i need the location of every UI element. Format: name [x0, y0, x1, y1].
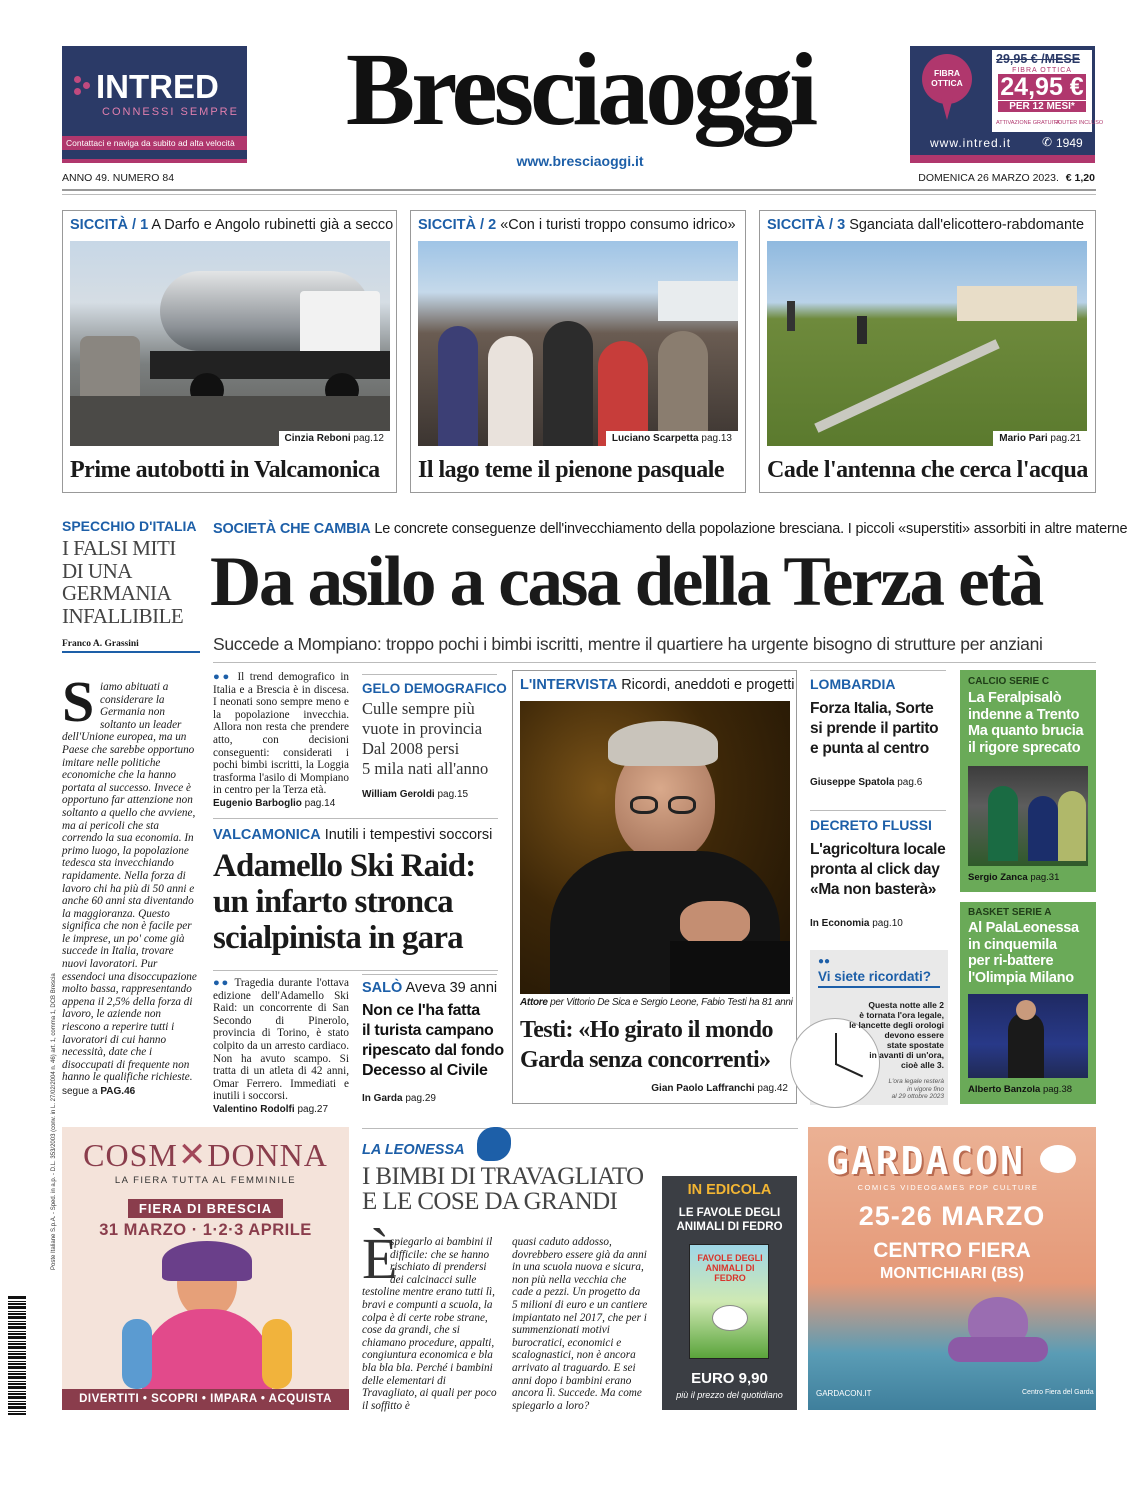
photo-antenna: Mario Pari pag.21 — [767, 241, 1087, 446]
intervista-byline: Gian Paolo Laffranchi pag.42 — [651, 1083, 788, 1094]
gelo-box[interactable] — [362, 681, 507, 800]
intred-brand: INTRED — [96, 68, 219, 105]
gelo-byline: William Geroldi pag.15 — [362, 789, 469, 800]
photo-turisti: Luciano Scarpetta pag.13 — [418, 241, 738, 446]
cosmo-x-icon: ✕ — [177, 1137, 208, 1174]
top-story-headline[interactable]: Prime autobotti in Valcamonica — [70, 457, 380, 483]
specchio-column[interactable] — [62, 518, 200, 1110]
calcio-byline: Sergio Zanca pag.31 — [968, 872, 1060, 883]
bullet-icon: ●● — [818, 956, 831, 967]
edicola-title: LE FAVOLE DEGLI ANIMALI DI FEDRO — [676, 1207, 783, 1233]
intervista-kicker: L'INTERVISTA Ricordi, aneddoti e progetti — [520, 677, 795, 693]
specchio-body — [62, 669, 200, 1097]
gardacon-brand: GARDACON — [826, 1139, 1026, 1183]
decreto-headline: L'agricoltura locale pronta al click day «Ma non basterà» — [810, 841, 946, 898]
intred-slogan: CONNESSI SEMPRE — [102, 106, 239, 118]
ad-gardacon[interactable] — [808, 1127, 1096, 1410]
cosmo-footer: DIVERTITI • SCOPRI • IMPARA • ACQUISTA — [62, 1389, 349, 1410]
photo-basket — [968, 994, 1088, 1078]
gamepad-icon — [1040, 1145, 1076, 1173]
salo-byline: In Garda pag.29 — [362, 1093, 436, 1104]
basket-kicker: BASKET SERIE A — [968, 907, 1052, 918]
intervista-caption: Attore per Vittorio De Sica e Sergio Leone, Fabio Testi ha 81 anni — [520, 997, 793, 1008]
edicola-book-title: FAVOLE DEGLI ANIMALI DI FEDRO — [697, 1253, 763, 1283]
main-byline[interactable]: Eugenio Barboglio pag.14 — [213, 797, 336, 809]
lombardia-box[interactable] — [810, 676, 950, 788]
basket-byline: Alberto Banzola pag.38 — [968, 1084, 1073, 1095]
leonessa-dropcap: È — [362, 1226, 398, 1291]
intred-note: Contattaci e naviga da subito ad alta velocità — [62, 136, 247, 150]
calcio-box[interactable] — [960, 670, 1096, 892]
edicola-price: EURO 9,90 — [691, 1370, 768, 1387]
issue-date — [900, 172, 1095, 184]
masthead-url[interactable]: www.bresciaoggi.it — [516, 153, 644, 169]
decreto-byline: In Economia pag.10 — [810, 918, 903, 929]
fibra-badge-text: FIBRA OTTICA — [931, 68, 963, 88]
calcio-kicker: CALCIO SERIE C — [968, 676, 1050, 687]
ricordati-note: L'ora legale resterà in vigore fino al 29 ottobre 2023 — [888, 1078, 944, 1100]
intervista-box[interactable] — [512, 670, 797, 1104]
edicola-note: più il prezzo del quotidiano — [676, 1390, 783, 1400]
gelo-headline: Culle sempre più vuote in provincia Dal 2008 persi 5 mila nati all'anno — [362, 699, 489, 778]
intred-logo-icon — [74, 72, 94, 100]
barcode — [8, 1295, 26, 1415]
intred-phone: 1949 — [1056, 136, 1083, 150]
price-extra-1: ATTIVAZIONE GRATUITA — [996, 120, 1060, 126]
main-headline[interactable]: Da asilo a casa della Terza età — [210, 543, 1042, 621]
leonessa-title: I BIMBI DI TRAVAGLIATO E LE COSE DA GRANDI — [362, 1163, 644, 1215]
top-story-headline[interactable]: Cade l'antenna che cerca l'acqua — [767, 457, 1088, 483]
intred-site: www.intred.it — [930, 136, 1012, 150]
lombardia-kicker: LOMBARDIA — [810, 676, 896, 692]
photo-calcio — [968, 766, 1088, 866]
specchio-kicker: SPECCHIO D'ITALIA — [62, 518, 197, 534]
specchio-dropcap: S — [62, 669, 95, 734]
bullet-icon: ●● — [213, 671, 232, 683]
bullet-icon: ●● — [213, 977, 231, 989]
top-story-kicker: SICCITÀ / 3 Sganciata dall'elicottero-rabdomante — [767, 217, 1085, 233]
gelo-kicker: GELO DEMOGRAFICO — [362, 681, 507, 696]
valcamonica-byline[interactable]: Valentino Rodolfi pag.27 — [213, 1103, 329, 1115]
lombardia-byline: Giuseppe Spatola pag.6 — [810, 777, 923, 788]
top-story-kicker: SICCITÀ / 1 A Darfo e Angolo rubinetti già a secco — [70, 217, 394, 233]
valcamonica-kicker: VALCAMONICA Inutili i tempestivi soccorsi — [213, 827, 493, 843]
basket-headline: Al PalaLeonessa in cinquemila per ri-battere l'Olimpia Milano — [968, 920, 1079, 986]
leonessa-col-1: spiegarlo ai bambini il difficile: che se hanno rischiato di prendersi dei calcinacci sulle testoline mentre erano tutti lì, bravi e compunti a scuola, la colpa è di certe robe strane, cose da grandi, che si chiamano procedure, appalti, congiuntura economica e bla bla bla bla. Perché i bambini delle elementari di Travagliato, ai quali per poco il soffitto è — [362, 1236, 497, 1412]
valcamonica-story[interactable] — [213, 827, 503, 956]
lombardia-headline: Forza Italia, Sorte si prende il partito e punta al centro — [810, 700, 939, 757]
valcamonica-body: ●● Tragedia durante l'ottava edizione dell'Adamello Ski Raid: un concorrente di San Secondo di Pinerolo, provincia di Torino, è stato colpito da un arresto cardiaco. Non ha avuto scampo. Si tratta di un atleta di 42 anni, Omar Ferrero. Immediati e inutili i soccorsi. Valentino Rodolfi pag.27 — [213, 977, 349, 1115]
fibra-badge — [922, 54, 972, 120]
gardacon-site: GARDACON.IT — [816, 1389, 872, 1398]
ad-cosmodonna[interactable] — [62, 1127, 349, 1410]
edicola-book-cover — [689, 1244, 769, 1359]
gardacon-venue-1: CENTRO FIERA — [873, 1239, 1031, 1262]
main-subhead: Succede a Mompiano: troppo pochi i bimbi iscritti, mentre il quartiere ha urgente bisogno di strutture per anziani — [213, 634, 1043, 654]
ricordati-title: Vi siete ricordati? — [818, 969, 940, 988]
gardacon-tagline: COMICS VIDEOGAMES POP CULTURE — [857, 1183, 1039, 1192]
top-story-kicker: SICCITÀ / 2 «Con i turisti troppo consumo idrico» — [418, 217, 736, 233]
salo-headline: Non ce l'ha fatta il turista campano ripescato dal fondo Decesso al Civile — [362, 1002, 504, 1079]
phone-icon: ✆ — [1042, 135, 1053, 149]
ricordati-box[interactable] — [810, 950, 948, 1105]
top-story-headline[interactable]: Il lago teme il pienone pasquale — [418, 457, 725, 483]
leonessa-col-2: quasi caduto addosso, dovrebbero essere già da anni in una scuola nuova e sicura, non più nella vecchia che cade a pezzi. Un progetto da 5 milioni di euro e un cantiere impiantato nel 2017, che per i summenzionati motivi burocratici, economici e scalognastici, non è ancora arrivato al traguardo. E sei anni dopo i bambini erano ancora lì. Succede. Ma come spiegarlo a loro? — [512, 1236, 648, 1412]
price: € 1,20 — [1065, 172, 1095, 184]
masthead-title[interactable]: Bresciaoggi — [345, 32, 815, 147]
valcamonica-headline: Adamello Ski Raid: un infarto stronca scialpinista in gara — [213, 848, 476, 956]
photo-autobotte: Cinzia Reboni pag.12 — [70, 241, 390, 446]
gardacon-dates: 25-26 MARZO — [858, 1201, 1046, 1231]
side-legal: Poste Italiane S.p.A. - Sped. in a.p. - D.L. 353/2003 (conv. in L. 27/02/2004 n. 46) art. 1, comma 1, DCB Brescia — [51, 973, 57, 1270]
decreto-kicker: DECRETO FLUSSI — [810, 817, 932, 833]
old-price: 29,95 € /MESE — [996, 52, 1081, 66]
price-extra-2: ROUTER INCLUSO — [1054, 120, 1104, 126]
top-story-2[interactable] — [410, 210, 746, 493]
price-small: FIBRA OTTICA — [1012, 67, 1072, 74]
top-story-1[interactable] — [62, 210, 397, 493]
edicola-box[interactable] — [662, 1176, 797, 1410]
cosmo-tagline: LA FIERA TUTTA AL FEMMINILE — [114, 1175, 297, 1186]
specchio-title: I FALSI MITI DI UNA GERMANIA INFALLIBILE — [62, 536, 184, 628]
ad-intred-left[interactable] — [62, 46, 247, 163]
price-period: PER 12 MESI* — [998, 101, 1086, 112]
salo-box[interactable] — [362, 980, 502, 1104]
top-story-3[interactable] — [759, 210, 1096, 493]
gardacon-sponsor: Centro Fiera del Garda — [1022, 1389, 1094, 1396]
calcio-headline: La Feralpisalò indenne a Trento Ma quanto brucia il rigore sprecato — [968, 690, 1084, 756]
cosmo-dates: 31 MARZO · 1·2·3 APRILE — [99, 1221, 312, 1239]
lion-icon — [477, 1127, 511, 1161]
price-box — [992, 50, 1104, 132]
specchio-follow[interactable]: segue a PAG.46 — [62, 1086, 136, 1097]
ad-intred-right[interactable] — [910, 46, 1104, 163]
specchio-text: iamo abituati a considerare la Germania non soltanto un leader dell'Unione europea, ma un Paese che sarebbe opportuno imitare nelle politiche economiche che la hanno portata al successo. Invece è opportuno far attenzione non soltanto a quello che avviene, ma ai pericoli che sta correndo la sua economia. In primo luogo, la popolazione tedesca sta invecchiando rapidamente. Nella forza di lavoro chi ha più di 50 anni e anche 60 anni sta diventando la maggioranza. Questo significa che non è facile per le imprese, un po' come già succede in Italia, trovare nuovi lavoratori. Pur essendoci una disoccupazione molto bassa, rappresentando appena il 2,5% della forza di lavoro, le aziende non riescono a reperire tutti i lavoratori di cui hanno necessità, date che i disoccupati di frequente non hanno le qualifiche richieste. — [62, 681, 197, 1084]
cosmo-venue: FIERA DI BRESCIA — [128, 1199, 283, 1218]
issue-number: ANNO 49. NUMERO 84 — [62, 172, 175, 184]
cosmo-illustration — [122, 1249, 292, 1389]
basket-box[interactable] — [960, 902, 1096, 1104]
octopus-illustration — [948, 1297, 1048, 1377]
photo-fabio-testi — [520, 701, 790, 994]
specchio-author: Franco A. Grassini — [62, 639, 200, 653]
ricordati-text: Questa notte alle 2 è tornata l'ora legale, le lancette degli orologi devono essere state spostate in avanti di un'ora, cioè alle 3. — [849, 1000, 944, 1070]
gardacon-venue-2: MONTICHIARI (BS) — [880, 1265, 1024, 1282]
leonessa-kicker: LA LEONESSA — [362, 1133, 511, 1167]
main-body: ●● Il trend demografico in Italia e a Brescia è in discesa. I neonati sono sempre meno e la popolazione invecchia. Allora non resta che prendere atto, con decisioni conseguenti: considerati i pochi bimbi iscritti, la Loggia trasforma l'asilo di Mompiano in centro per la Terza età. Eugenio Barboglio pag.14 — [213, 671, 350, 809]
salo-kicker: SALÒ Aveva 39 anni — [362, 980, 498, 996]
intervista-headline: Testi: «Ho girato il mondo Garda senza concorrenti» — [520, 1017, 773, 1073]
date: DOMENICA 26 MARZO 2023. — [918, 172, 1059, 184]
edicola-kicker: IN EDICOLA — [687, 1182, 772, 1198]
new-price: 24,95 € — [998, 74, 1086, 100]
decreto-box[interactable] — [810, 817, 950, 929]
cosmo-brand: COSM✕DONNA — [83, 1137, 328, 1174]
main-kicker: SOCIETÀ CHE CAMBIA Le concrete conseguenze dell'invecchiamento della popolazione bresciana. I piccoli «superstiti» assorbiti in altre materne — [213, 521, 1128, 537]
